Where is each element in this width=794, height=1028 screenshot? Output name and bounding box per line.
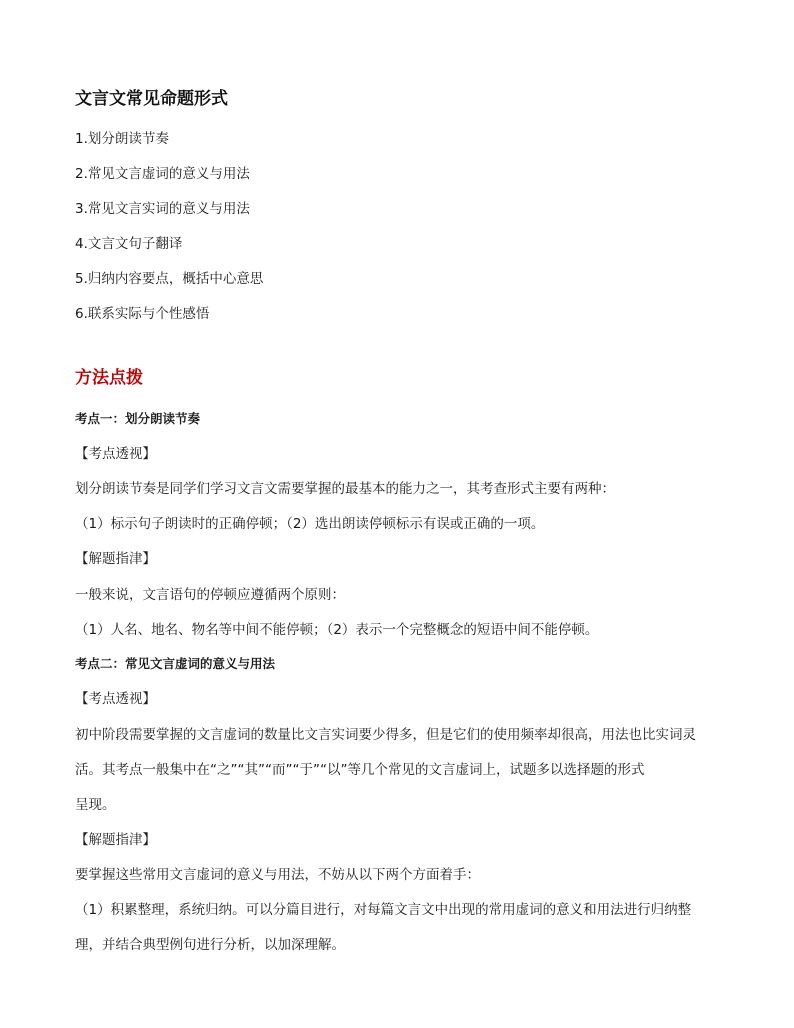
- form-item-1: 1.划分朗读节奏: [75, 131, 169, 147]
- form-item-3: 3.常见文言实词的意义与用法: [75, 201, 250, 217]
- kaodian2-heading: 考点二：常见文言虚词的意义与用法: [75, 656, 276, 671]
- kaodian2-zhijin-label: 【解题指津】: [75, 832, 156, 848]
- kaodian1-zhijin-rules: （1）人名、地名、物名等中间不能停顿；（2）表示一个完整概念的短语中间不能停顿。: [75, 622, 599, 638]
- method-section-title: 方法点拨: [75, 368, 143, 388]
- kaodian2-toushi-line3: 呈现。: [75, 797, 116, 813]
- kaodian2-zhijin-item1-line1: （1）积累整理，系统归纳。可以分篇目进行，对每篇文言文中出现的常用虚词的意义和用法进行归纳整: [75, 902, 692, 918]
- kaodian1-toushi-forms: （1）标示句子朗读时的正确停顿；（2）选出朗读停顿标示有误或正确的一项。: [75, 516, 545, 532]
- form-item-4: 4.文言文句子翻译: [75, 236, 183, 252]
- kaodian2-toushi-label: 【考点透视】: [75, 691, 156, 707]
- kaodian2-zhijin-item1-line2: 理，并结合典型例句进行分析，以加深理解。: [75, 937, 345, 953]
- kaodian2-toushi-line2: 活。其考点一般集中在“之”“其”“而”“于”“以”等几个常见的文言虚词上，试题多以选择题的形式: [75, 762, 645, 778]
- form-item-2: 2.常见文言虚词的意义与用法: [75, 166, 250, 182]
- kaodian1-zhijin-label: 【解题指津】: [75, 551, 156, 567]
- form-item-5: 5.归纳内容要点，概括中心意思: [75, 271, 264, 287]
- kaodian1-zhijin-text: 一般来说，文言语句的停顿应遵循两个原则：: [75, 587, 345, 603]
- kaodian1-heading: 考点一：划分朗读节奏: [75, 411, 201, 426]
- kaodian2-toushi-line1: 初中阶段需要掌握的文言虚词的数量比文言实词要少得多，但是它们的使用频率却很高，用法也比实词灵: [75, 727, 696, 743]
- form-item-6: 6.联系实际与个性感悟: [75, 306, 210, 322]
- kaodian2-zhijin-text: 要掌握这些常用文言虚词的意义与用法，不妨从以下两个方面着手：: [75, 867, 480, 883]
- kaodian1-toushi-label: 【考点透视】: [75, 446, 156, 462]
- page-title: 文言文常见命题形式: [75, 89, 228, 109]
- kaodian1-toushi-text: 划分朗读节奏是同学们学习文言文需要掌握的最基本的能力之一，其考查形式主要有两种：: [75, 481, 615, 497]
